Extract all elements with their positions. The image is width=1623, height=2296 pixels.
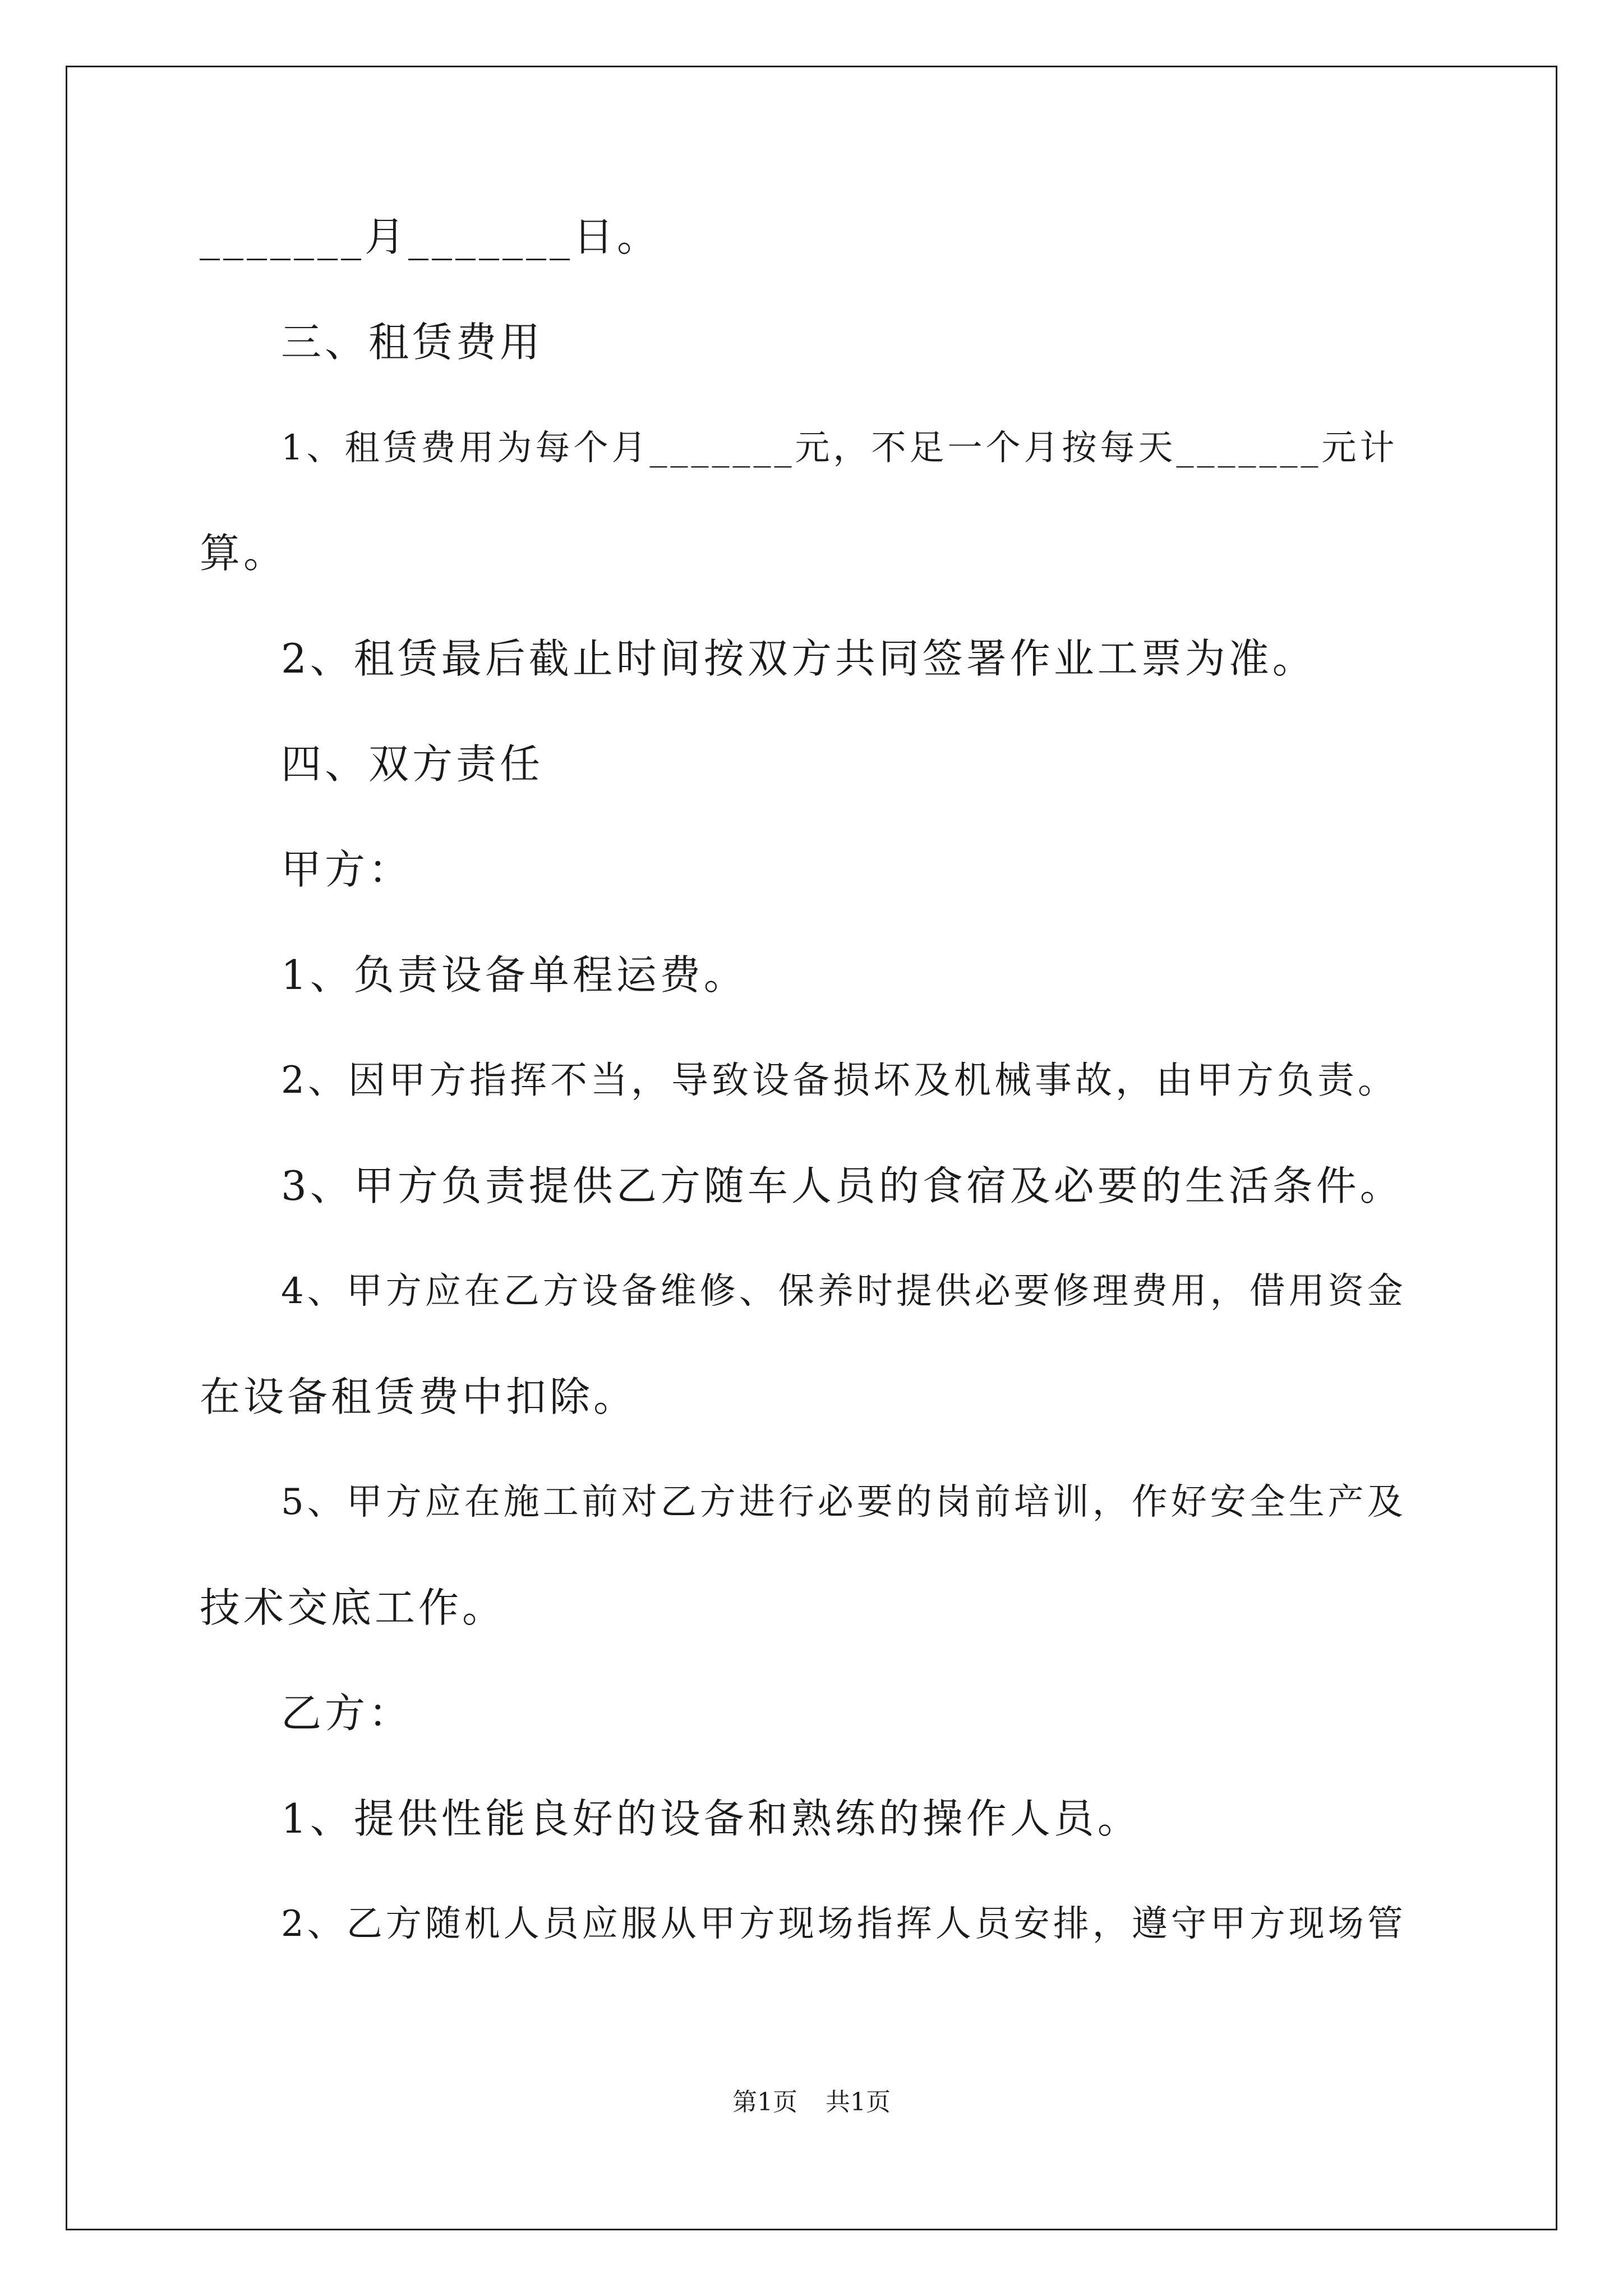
text-line: _______月_______日。 bbox=[200, 213, 661, 260]
text-line: 在设备租赁费中扣除。 bbox=[200, 1373, 638, 1420]
text-line: 2、乙方随机人员应服从甲方现场指挥人员安排，遵守甲方现场管 bbox=[281, 1903, 1407, 1945]
text-line: 2、租赁最后截止时间按双方共同签署作业工票为准。 bbox=[281, 635, 1316, 682]
text-line: 技术交底工作。 bbox=[200, 1584, 506, 1631]
text-line: 1、租赁费用为每个月_______元，不足一个月按每天_______元计 bbox=[281, 427, 1398, 468]
text-line: 4、甲方应在乙方设备维修、保养时提供必要修理费用，借用资金 bbox=[281, 1271, 1407, 1312]
party-label: 乙方： bbox=[281, 1690, 413, 1737]
section-heading: 四、双方责任 bbox=[281, 740, 544, 788]
text-line: 5、甲方应在施工前对乙方进行必要的岗前培训，作好安全生产及 bbox=[281, 1481, 1407, 1523]
page-total: 共1页 bbox=[826, 2088, 891, 2116]
text-line: 3、甲方负责提供乙方随车人员的食宿及必要的生活条件。 bbox=[281, 1162, 1404, 1209]
page-footer bbox=[0, 2086, 1623, 2119]
party-label: 甲方： bbox=[281, 846, 413, 893]
section-heading: 三、租赁费用 bbox=[281, 319, 544, 366]
text-line: 算。 bbox=[200, 530, 288, 577]
text-line: 1、提供性能良好的设备和熟练的操作人员。 bbox=[281, 1795, 1141, 1842]
page-number: 第1页 bbox=[732, 2088, 797, 2116]
text-line: 2、因甲方指挥不当，导致设备损坏及机械事故，由甲方负责。 bbox=[281, 1059, 1398, 1102]
text-line: 1、负责设备单程运费。 bbox=[281, 951, 748, 999]
